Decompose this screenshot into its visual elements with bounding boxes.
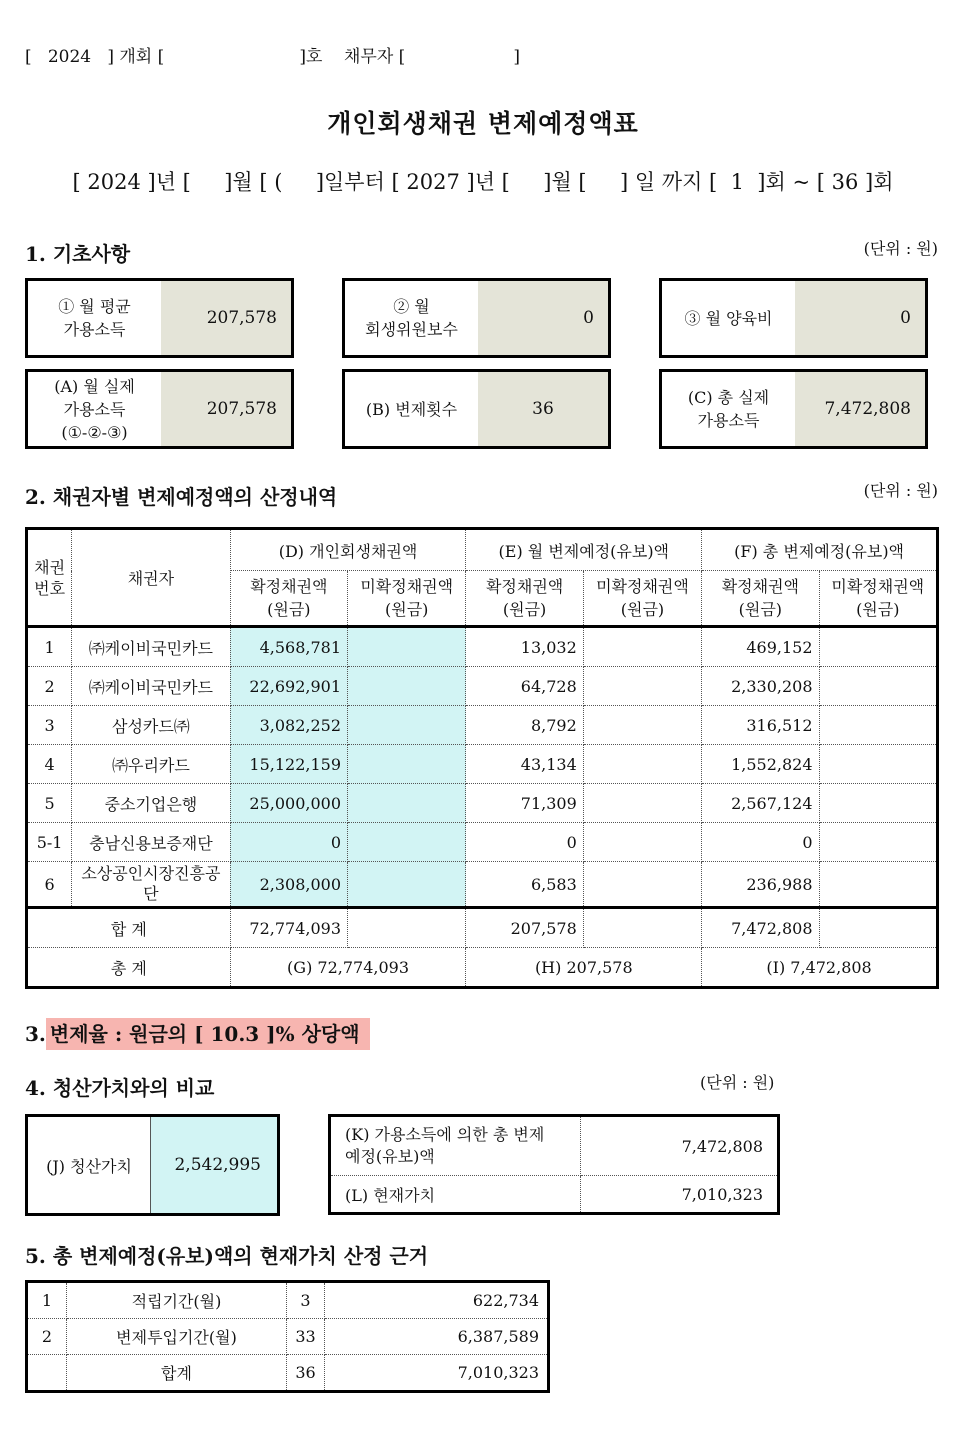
total-label: 총 계 [27, 948, 231, 988]
cell-e-confirmed: 43,134 [466, 745, 583, 784]
cell-e-unconfirmed [583, 627, 701, 667]
box-value: 7,472,808 [795, 372, 925, 446]
cell-f-confirmed: 0 [702, 823, 819, 862]
cell-d-confirmed: 2,308,000 [230, 862, 347, 908]
cell-months: 33 [287, 1319, 325, 1355]
cell-f-confirmed: 316,512 [702, 706, 819, 745]
box-label: ② 월 회생위원보수 [365, 297, 458, 339]
box-value: 207,578 [161, 372, 291, 446]
cell-no: 1 [27, 627, 72, 667]
subtotal-f-confirmed: 7,472,808 [702, 908, 819, 948]
cell-d-unconfirmed [348, 667, 466, 706]
cell-e-confirmed: 64,728 [466, 667, 583, 706]
cell-f-confirmed: 469,152 [702, 627, 819, 667]
liquidation-value: 2,542,995 [150, 1117, 277, 1213]
cell-creditor: 충남신용보증재단 [72, 823, 231, 862]
cell-d-confirmed: 3,082,252 [230, 706, 347, 745]
cell-f-confirmed: 2,330,208 [702, 667, 819, 706]
cell-f-unconfirmed [819, 627, 937, 667]
cell-f-unconfirmed [819, 862, 937, 908]
table-row [330, 1116, 779, 1176]
comparison-table [328, 1114, 780, 1215]
cell-no [27, 1355, 67, 1392]
col-header-d-confirmed: 확정채권액 (원금) [230, 571, 347, 627]
cell-f-unconfirmed [819, 667, 937, 706]
liquidation-value-box [25, 1114, 280, 1216]
section4-unit: (단위 : 원) [700, 1073, 775, 1092]
k-label: (K) 가용소득에 의한 총 변제 예정(유보)액 [330, 1116, 581, 1176]
payment-period: [ 2024 ]년 [ ]월 [ ( ]일부터 [ 2027 ]년 [ ]월 [ ] 일 까지 [ 1 ]회 ~ [ 36 ]회 [72, 170, 894, 194]
cell-label: 적립기간(월) [67, 1282, 287, 1319]
cell-no: 2 [27, 1319, 67, 1355]
col-header-f-confirmed: 확정채권액 (원금) [702, 571, 819, 627]
table-row [27, 667, 938, 706]
cell-amount: 6,387,589 [325, 1319, 549, 1355]
col-header-f-unconfirmed: 미확정채권액 (원금) [819, 571, 937, 627]
cell-e-unconfirmed [583, 745, 701, 784]
cell-creditor: 중소기업은행 [72, 784, 231, 823]
box-total-income [659, 369, 928, 449]
cell-d-unconfirmed [348, 784, 466, 823]
l-value: 7,010,323 [581, 1176, 779, 1214]
box-payment-count [342, 369, 611, 449]
table-row [330, 1176, 779, 1214]
cell-d-confirmed: 4,568,781 [230, 627, 347, 667]
subtotal-label: 합 계 [27, 908, 231, 948]
table-row [27, 1319, 549, 1355]
section1-unit: (단위 : 원) [863, 239, 938, 258]
box-child-support [659, 278, 928, 358]
cell-e-unconfirmed [583, 784, 701, 823]
subtotal-e-unconfirmed [583, 908, 701, 948]
table-row [27, 745, 938, 784]
box-label: ① 월 평균 가용소득 [58, 297, 131, 339]
subtotal-f-unconfirmed [819, 908, 937, 948]
cell-no: 4 [27, 745, 72, 784]
section2-unit: (단위 : 원) [863, 481, 938, 500]
section3-prefix: 3. [25, 1022, 46, 1046]
box-label: (A) 월 실제 가용소득 (①-②-③) [54, 376, 135, 442]
cell-e-unconfirmed [583, 706, 701, 745]
box-label: ③ 월 양육비 [684, 308, 773, 328]
cell-creditor: ㈜케이비국민카드 [72, 667, 231, 706]
cell-creditor: ㈜케이비국민카드 [72, 627, 231, 667]
total-row [27, 948, 938, 988]
col-header-e: (E) 월 변제예정(유보)액 [466, 529, 702, 571]
col-header-d-unconfirmed: 미확정채권액 (원금) [348, 571, 466, 627]
table-row [27, 1282, 549, 1319]
creditor-table [25, 527, 939, 989]
section5-heading: 5. 총 변제예정(유보)액의 현재가치 산정 근거 [25, 1244, 429, 1268]
cell-d-confirmed: 15,122,159 [230, 745, 347, 784]
cell-label: 변제투입기간(월) [67, 1319, 287, 1355]
section4-heading: 4. 청산가치와의 비교 [25, 1076, 215, 1100]
document-title: 개인회생채권 변제예정액표 [327, 109, 639, 138]
subtotal-e-confirmed: 207,578 [466, 908, 583, 948]
section1-heading: 1. 기초사항 [25, 242, 131, 266]
cell-creditor: 삼성카드㈜ [72, 706, 231, 745]
total-i: (I) 7,472,808 [702, 948, 938, 988]
cell-f-confirmed: 2,567,124 [702, 784, 819, 823]
cell-e-confirmed: 8,792 [466, 706, 583, 745]
repayment-rate [25, 1018, 370, 1047]
repayment-rate-highlight: 변제율 : 원금의 [ 10.3 ]% 상당액 [46, 1018, 370, 1050]
l-label: (L) 현재가치 [330, 1176, 581, 1214]
cell-label: 합계 [67, 1355, 287, 1392]
cell-f-unconfirmed [819, 745, 937, 784]
cell-creditor: ㈜우리카드 [72, 745, 231, 784]
cell-e-confirmed: 71,309 [466, 784, 583, 823]
total-g: (G) 72,774,093 [230, 948, 466, 988]
col-header-d: (D) 개인회생채권액 [230, 529, 466, 571]
cell-e-confirmed: 6,583 [466, 862, 583, 908]
cell-e-confirmed: 0 [466, 823, 583, 862]
table-row [27, 1355, 549, 1392]
table-row [27, 627, 938, 667]
box-actual-income [25, 369, 294, 449]
table-row [27, 784, 938, 823]
k-value: 7,472,808 [581, 1116, 779, 1176]
cell-d-unconfirmed [348, 627, 466, 667]
table-row [27, 823, 938, 862]
total-h: (H) 207,578 [466, 948, 702, 988]
cell-d-unconfirmed [348, 745, 466, 784]
cell-f-unconfirmed [819, 706, 937, 745]
cell-f-unconfirmed [819, 823, 937, 862]
col-header-no: 채권 번호 [27, 529, 72, 627]
box-trustee-fee [342, 278, 611, 358]
table-row [27, 862, 938, 908]
cell-f-unconfirmed [819, 784, 937, 823]
cell-d-confirmed: 0 [230, 823, 347, 862]
cell-d-confirmed: 22,692,901 [230, 667, 347, 706]
cell-f-confirmed: 1,552,824 [702, 745, 819, 784]
present-value-table [25, 1280, 550, 1393]
box-value: 0 [478, 281, 608, 355]
table-header-row [27, 529, 938, 571]
cell-d-confirmed: 25,000,000 [230, 784, 347, 823]
cell-e-unconfirmed [583, 667, 701, 706]
subtotal-row [27, 908, 938, 948]
subtotal-d-confirmed: 72,774,093 [230, 908, 347, 948]
box-monthly-avg-income [25, 278, 294, 358]
cell-no: 2 [27, 667, 72, 706]
cell-no: 1 [27, 1282, 67, 1319]
cell-months: 36 [287, 1355, 325, 1392]
subtotal-d-unconfirmed [348, 908, 466, 948]
cell-no: 5-1 [27, 823, 72, 862]
box-label: (C) 총 실제 가용소득 [687, 388, 770, 430]
col-header-creditor: 채권자 [72, 529, 231, 627]
box-value: 207,578 [161, 281, 291, 355]
cell-d-unconfirmed [348, 862, 466, 908]
col-header-e-confirmed: 확정채권액 (원금) [466, 571, 583, 627]
cell-months: 3 [287, 1282, 325, 1319]
box-value: 36 [478, 372, 608, 446]
cell-e-unconfirmed [583, 862, 701, 908]
cell-amount: 7,010,323 [325, 1355, 549, 1392]
section2-heading: 2. 채권자별 변제예정액의 산정내역 [25, 485, 338, 509]
cell-d-unconfirmed [348, 823, 466, 862]
cell-no: 6 [27, 862, 72, 908]
cell-e-confirmed: 13,032 [466, 627, 583, 667]
case-header-line: [ 2024 ] 개회 [ ]호 채무자 [ ] [25, 47, 521, 67]
col-header-e-unconfirmed: 미확정채권액 (원금) [583, 571, 701, 627]
cell-d-unconfirmed [348, 706, 466, 745]
cell-f-confirmed: 236,988 [702, 862, 819, 908]
box-value: 0 [795, 281, 925, 355]
table-row [27, 706, 938, 745]
box-label: (B) 변제횟수 [365, 399, 458, 419]
cell-no: 5 [27, 784, 72, 823]
cell-e-unconfirmed [583, 823, 701, 862]
col-header-f: (F) 총 변제예정(유보)액 [702, 529, 938, 571]
cell-creditor: 소상공인시장진흥공단 [72, 862, 231, 908]
cell-no: 3 [27, 706, 72, 745]
liquidation-value-label: (J) 청산가치 [46, 1156, 132, 1176]
cell-amount: 622,734 [325, 1282, 549, 1319]
